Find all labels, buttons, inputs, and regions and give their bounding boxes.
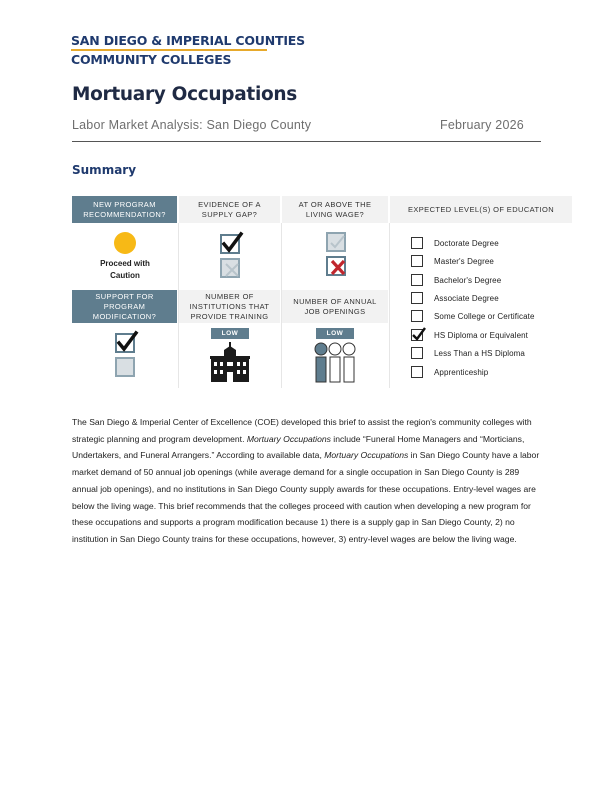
checkmark-icon xyxy=(219,230,245,256)
supply-gap-yes-checkbox xyxy=(220,234,240,254)
edu-item-bachelors xyxy=(411,273,501,287)
modification-no-checkbox xyxy=(115,357,135,377)
living-wage-header: AT OR ABOVE THE LIVING WAGE? xyxy=(282,196,388,223)
checkbox-icon xyxy=(411,292,423,304)
edu-label: Apprenticeship xyxy=(434,367,489,377)
supply-gap-no-checkbox xyxy=(220,258,240,278)
edu-item-hs-diploma xyxy=(411,328,528,342)
checkbox-icon xyxy=(411,329,423,341)
people-icon xyxy=(314,342,358,384)
page-subtitle: Labor Market Analysis: San Diego County xyxy=(72,118,312,132)
org-name-line2: COMMUNITY COLLEGES xyxy=(71,51,232,67)
page-title: Mortuary Occupations xyxy=(72,84,297,105)
checkbox-icon xyxy=(411,237,423,249)
checkbox-icon xyxy=(411,310,423,322)
job-openings-header: NUMBER OF ANNUAL JOB OPENINGS xyxy=(282,290,388,323)
summary-heading: Summary xyxy=(72,163,137,177)
edu-label: Master's Degree xyxy=(434,256,494,266)
edu-item-some-college xyxy=(411,309,535,323)
edu-item-associate xyxy=(411,291,499,305)
edu-item-less-than-hs xyxy=(411,346,525,360)
edu-label: HS Diploma or Equivalent xyxy=(434,330,528,340)
red-x-icon xyxy=(325,252,351,278)
grid-divider xyxy=(389,223,390,388)
edu-label: Less Than a HS Diploma xyxy=(434,348,525,358)
checkbox-icon xyxy=(411,255,423,267)
edu-item-doctorate xyxy=(411,236,499,250)
checkmark-icon xyxy=(114,329,140,355)
checkbox-icon xyxy=(411,366,423,378)
checkbox-icon xyxy=(411,274,423,286)
checkmark-icon xyxy=(411,326,427,342)
faded-x-icon xyxy=(219,254,245,280)
modification-yes-checkbox xyxy=(115,333,135,353)
institutions-header: NUMBER OF INSTITUTIONS THAT PROVIDE TRAINING xyxy=(179,290,280,323)
program-modification-header: SUPPORT FOR PROGRAM MODIFICATION? xyxy=(72,290,177,323)
body-text-3: in San Diego County have a labor market demand of 50 annual job openings (while average demand for a single occupation in San Diego County is 289 annual job openings), and no institutions in San Diego County supply awards for these occupations. Entry-level wages are below the living wage. This brief recommends that the colleges proceed with caution when developing a new program for these occupations and supports a program modification because 1) there is a supply gap in San Diego County, 2) no institution in San Diego County trains for these occupations, however, 3) entry-level wages are below the living wage. xyxy=(72,450,540,544)
summary-paragraph xyxy=(72,414,542,548)
living-wage-yes-checkbox xyxy=(326,232,346,252)
body-text-2: include “Funeral Home Managers and “Morticians, Undertakers, and Funeral Arrangers.” According to available data, xyxy=(72,433,525,461)
faded-check-icon xyxy=(325,228,351,254)
body-text-1: The San Diego & Imperial Center of Excellence (COE) developed this brief to assist the region's community colleges with strategic planning and program development. xyxy=(72,417,532,444)
education-header: EXPECTED LEVEL(S) OF EDUCATION xyxy=(390,196,572,223)
status-circle-icon xyxy=(114,232,136,254)
edu-item-apprenticeship xyxy=(411,365,488,379)
report-date: February 2026 xyxy=(440,118,524,132)
org-name-line1: SAN DIEGO & IMPERIAL COUNTIES xyxy=(71,33,305,48)
institutions-level-badge: LOW xyxy=(211,328,249,339)
body-occupation-2: Mortuary Occupations xyxy=(324,450,409,461)
edu-item-masters xyxy=(411,254,494,268)
org-logo xyxy=(71,33,305,67)
living-wage-no-checkbox xyxy=(326,256,346,276)
openings-level-badge: LOW xyxy=(316,328,354,339)
org-divider xyxy=(71,49,267,51)
edu-label: Associate Degree xyxy=(434,293,499,303)
new-program-header: NEW PROGRAM RECOMMENDATION? xyxy=(72,196,177,223)
recommendation-label: Proceed with Caution xyxy=(100,259,150,280)
body-occupation-1: Mortuary Occupations xyxy=(246,433,331,444)
supply-gap-header: EVIDENCE OF A SUPPLY GAP? xyxy=(179,196,280,223)
school-building-icon xyxy=(210,342,250,384)
edu-label: Bachelor's Degree xyxy=(434,275,502,285)
checkbox-icon xyxy=(411,347,423,359)
edu-label: Some College or Certificate xyxy=(434,311,535,321)
header-divider xyxy=(72,141,541,142)
edu-label: Doctorate Degree xyxy=(434,238,499,248)
